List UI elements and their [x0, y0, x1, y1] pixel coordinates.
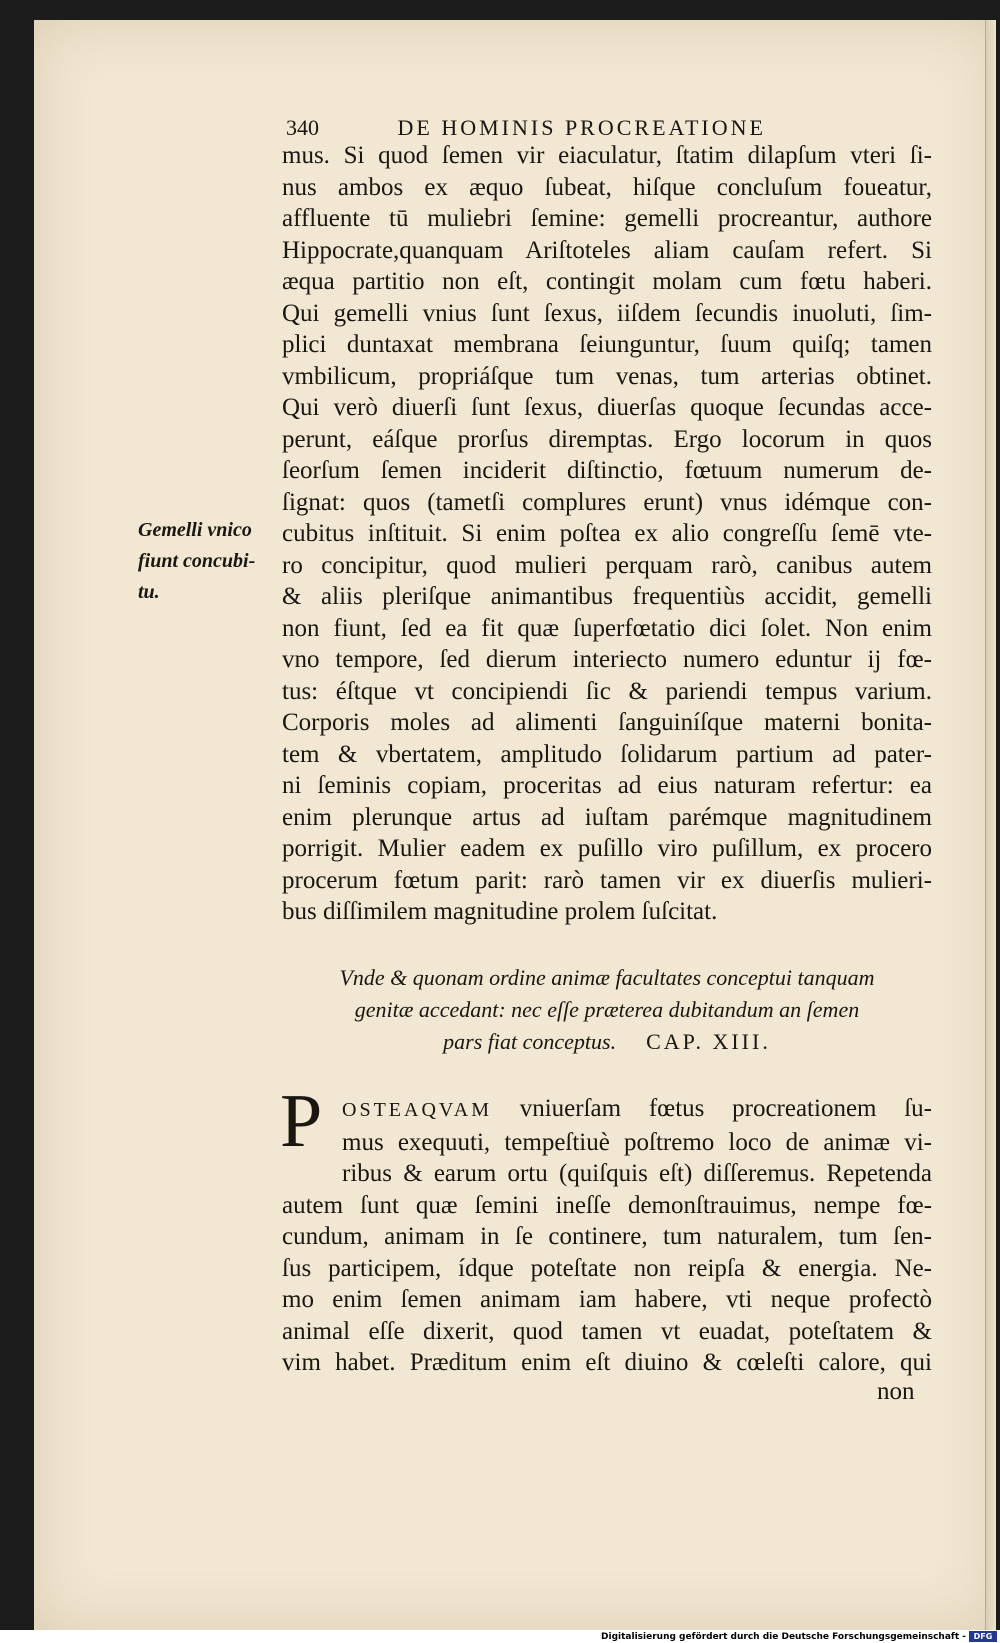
text-line: animal eſſe dixerit, quod tamen vt euadat, poteſtatem & [282, 1317, 932, 1345]
body-text [282, 140, 932, 928]
chapter-title-line [282, 1026, 932, 1058]
text-line: tem & vbertatem, amplitudo ſolidarum partium ad pater- [282, 740, 932, 768]
chapter-title-line: genitæ accedant: nec eſſe præterea dubitandum an ſemen [354, 997, 860, 1022]
running-header [286, 115, 866, 141]
footer-bar [0, 1630, 1000, 1643]
text-line: cubitus inſtituit. Si enim poſtea ex alio congreſſu ſemē vte- [282, 520, 932, 547]
text-line: ribus & earum ortu (quiſquis eſt) diſſeremus. Repetenda [342, 1160, 932, 1187]
chapter-title-line: pars fiat conceptus. [443, 1029, 617, 1054]
text-line: vmbilicum, propriáſque tum venas, tum arterias obtinet. [282, 362, 932, 390]
text-line: porrigit. Mulier eadem ex puſillo viro puſillum, ex procero [282, 835, 932, 862]
text-line: affluente tū muliebri ſemine: gemelli procreantur, authore [282, 205, 932, 232]
text-line: non fiunt, ſed ea fit quæ ſuperfœtatio dici ſolet. Non enim [282, 614, 932, 642]
text-line: ſeorſum ſemen inciderit diſtinctio, fœtuum numerum de- [282, 457, 932, 484]
text-line: bus diſſimilem magnitudine prolem ſuſcitat. [282, 898, 718, 925]
chapter-title-line: Vnde & quonam ordine animæ facultates conceptui tanquam [339, 965, 875, 990]
margin-note-line: Gemelli vnico [138, 519, 252, 541]
chapter-first-line [282, 1093, 932, 1127]
text-line: & aliis pleriſque animantibus frequentiùs accidit, gemelli [282, 583, 932, 610]
text-line: autem ſunt quæ ſemini ineſſe demonſtrauimus, nempe fœ- [282, 1191, 932, 1219]
text-line: vno tempore, ſed dierum interiecto numero eduntur ij fœ- [282, 646, 932, 673]
text-line: mus. Si quod ſemen vir eiaculatur, ſtatim dilapſum vteri ſi- [282, 142, 932, 169]
text-line: ro concipitur, quod mulieri perquam rarò, canibus autem [282, 551, 932, 579]
catchword: non [877, 1378, 915, 1405]
text-line: mus exequuti, tempeſtiuè poſtremo loco de animæ vi- [342, 1128, 932, 1156]
chapter-number: CAP. XIII. [646, 1029, 771, 1054]
dfg-logo: DFG [969, 1631, 997, 1642]
page-number: 340 [286, 115, 319, 140]
text-line: cundum, animam in ſe continere, tum naturalem, tum ſen- [282, 1223, 932, 1250]
text-line: Qui verò diuerſi ſunt ſexus, diuerſas quoque ſecundas acce- [282, 394, 932, 421]
chapter-text [282, 1093, 932, 1379]
chapter-title [282, 962, 932, 1058]
text-line: ni ſeminis copiam, proceritas ad eius naturam refertur: ea [282, 772, 932, 799]
first-word-caps: OSTEAQVAM [342, 1099, 492, 1121]
text-line: ſus participem, ídque poteſtate non reipſa & energia. Ne- [282, 1254, 932, 1282]
text-line: plici duntaxat membrana ſeiunguntur, ſuum quiſq; tamen [282, 331, 932, 358]
text-line: Hippocrate,quanquam Ariſtoteles aliam cauſam refert. Si [282, 236, 932, 264]
margin-note [138, 515, 278, 608]
text-line: vim habet. Præditum enim eſt diuino & cœleſti calore, qui [282, 1349, 932, 1376]
margin-note-line: tu. [138, 581, 160, 603]
text-line: procerum fœtum parit: rarò tamen vir ex diuerſis mulieri- [282, 866, 932, 894]
digitization-credit: Digitalisierung gefördert durch die Deutsche Forschungsgemeinschaft - [601, 1632, 966, 1642]
text-line: Corporis moles ad alimenti ſanguiníſque materni bonita- [282, 709, 932, 736]
drop-cap-initial: P [280, 1079, 323, 1163]
first-line-rest: vniuerſam fœtus procreationem ſu- [519, 1095, 933, 1122]
running-title: DE HOMINIS PROCREATIONE [397, 115, 766, 140]
margin-note-line: fiunt concubi- [138, 550, 256, 572]
text-line: Qui gemelli vnius ſunt ſexus, iiſdem ſecundis inuoluti, ſim- [282, 299, 932, 327]
text-line: mo enim ſemen animam iam habere, vti neque profectò [282, 1286, 932, 1313]
text-line: perunt, eáſque prorſus diremptas. Ergo locorum in quos [282, 425, 932, 453]
text-line: nus ambos ex æquo ſubeat, hiſque concluſum foueatur, [282, 173, 932, 201]
page-edge [985, 20, 996, 1630]
text-line: tus: éſtque vt concipiendi ſic & pariendi tempus varium. [282, 677, 932, 705]
text-line: ſignat: quos (tametſi complures erunt) vnus idémque con- [282, 488, 932, 516]
text-line: æqua partitio non eſt, contingit molam cum fœtu haberi. [282, 268, 932, 295]
text-line: enim plerunque artus ad iuſtam parémque magnitudinem [282, 803, 932, 831]
